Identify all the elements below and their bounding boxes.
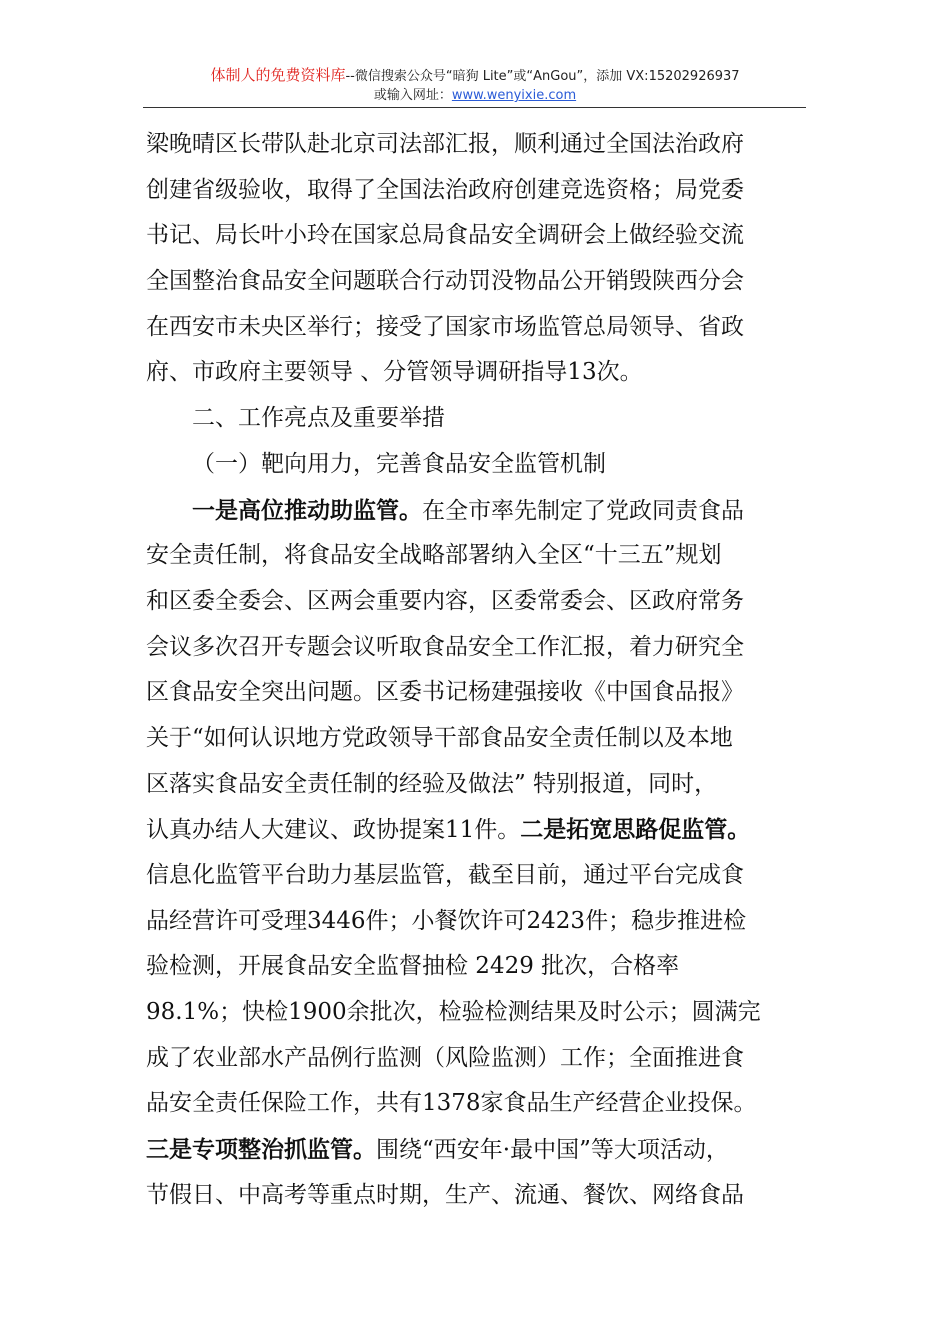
bold-lead-phrase: 三是专项整治抓监管。: [146, 1136, 376, 1164]
header-notice-line: [0, 66, 950, 86]
text-segment: 书记、局长叶小玲在国家总局食品安全调研会上做经验交流: [146, 222, 744, 249]
text-line: [146, 1081, 811, 1127]
text-line: [146, 488, 811, 534]
text-segment: 区落实食品安全责任制的经验及做法” 特别报道，同时，: [146, 770, 718, 797]
text-line: [146, 213, 811, 259]
header-brand: 体制人的免费资料库: [210, 66, 346, 84]
text-segment: 会议多次召开专题会议听取食品安全工作汇报，着力研究全: [146, 633, 744, 660]
text-segment: 成了农业部水产品例行监测（风险监测）工作；全面推进食: [146, 1044, 744, 1071]
text-line: [146, 899, 811, 945]
header-url-link[interactable]: www.wenyixie.com: [451, 88, 577, 103]
header-notice: --微信搜索公众号“暗狗 Lite”或“AnGou”，添加 VX:15202926937: [345, 69, 740, 84]
text-line: [146, 305, 811, 351]
text-segment: 安全责任制，将食品安全战略部署纳入全区“十三五”规划: [146, 542, 722, 569]
text-segment: 品安全责任保险工作，共有1378家食品生产经营企业投保。: [146, 1090, 757, 1117]
header-url-line: [0, 87, 950, 105]
bold-lead-phrase: 二是拓宽思路促监管。: [520, 816, 751, 844]
text-line: [146, 807, 811, 853]
header-url-prefix: 或输入网址：: [373, 88, 452, 103]
text-segment: 围绕“西安年·最中国”等大项活动，: [376, 1137, 729, 1164]
text-line: [146, 168, 811, 214]
text-line: [146, 122, 811, 168]
text-segment: （一）靶向用力，完善食品安全监管机制: [192, 450, 606, 477]
text-segment: 区食品安全突出问题。区委书记杨建强接收《中国食品报》: [146, 679, 744, 706]
text-line: [146, 853, 811, 899]
text-segment: 关于“如何认识地方党政领导干部食品安全责任制以及本地: [146, 724, 733, 751]
text-segment: 在全市率先制定了党政同责食品: [422, 497, 744, 524]
text-line: [146, 396, 811, 442]
text-line: [146, 259, 811, 305]
text-line: [146, 350, 811, 396]
text-line: [146, 533, 811, 579]
text-line: [146, 990, 811, 1036]
text-line: [146, 762, 811, 808]
text-line: [146, 625, 811, 671]
text-line: [146, 1036, 811, 1082]
text-line: [146, 670, 811, 716]
bold-lead-phrase: 一是高位推动助监管。: [192, 496, 422, 524]
text-line: [146, 716, 811, 762]
text-line: [146, 1127, 811, 1173]
text-segment: 二、工作亮点及重要举措: [192, 405, 445, 432]
text-segment: 和区委全委会、区两会重要内容，区委常委会、区政府常务: [146, 587, 744, 614]
text-line: [146, 579, 811, 625]
document-body: [146, 122, 811, 1219]
text-segment: 验检测，开展食品安全监督抽检 2429 批次，合格率: [146, 953, 680, 980]
text-segment: 梁晚晴区长带队赴北京司法部汇报，顺利通过全国法治政府: [146, 131, 744, 157]
text-segment: 98.1%；快检1900余批次，检验检测结果及时公示；圆满完: [146, 999, 761, 1026]
text-segment: 品经营许可受理3446件；小餐饮许可2423件；稳步推进检: [146, 907, 747, 934]
text-line: [146, 944, 811, 990]
text-segment: 创建省级验收，取得了全国法治政府创建竞选资格；局党委: [146, 176, 744, 203]
text-segment: 全国整治食品安全问题联合行动罚没物品公开销毁陕西分会: [146, 268, 744, 295]
text-segment: 信息化监管平台助力基层监管，截至目前，通过平台完成食: [146, 862, 744, 888]
text-segment: 认真办结人大建议、政协提案11件。: [146, 817, 521, 844]
text-line: [146, 442, 811, 488]
text-segment: 在西安市未央区举行；接受了国家市场监管总局领导、省政: [146, 313, 744, 340]
text-segment: 节假日、中高考等重点时期，生产、流通、餐饮、网络食品: [146, 1181, 744, 1208]
header-divider: [143, 107, 806, 108]
text-segment: 府、市政府主要领导 、分管领导调研指导13次。: [146, 359, 643, 386]
text-line: [146, 1173, 811, 1219]
page-header: [0, 66, 950, 105]
